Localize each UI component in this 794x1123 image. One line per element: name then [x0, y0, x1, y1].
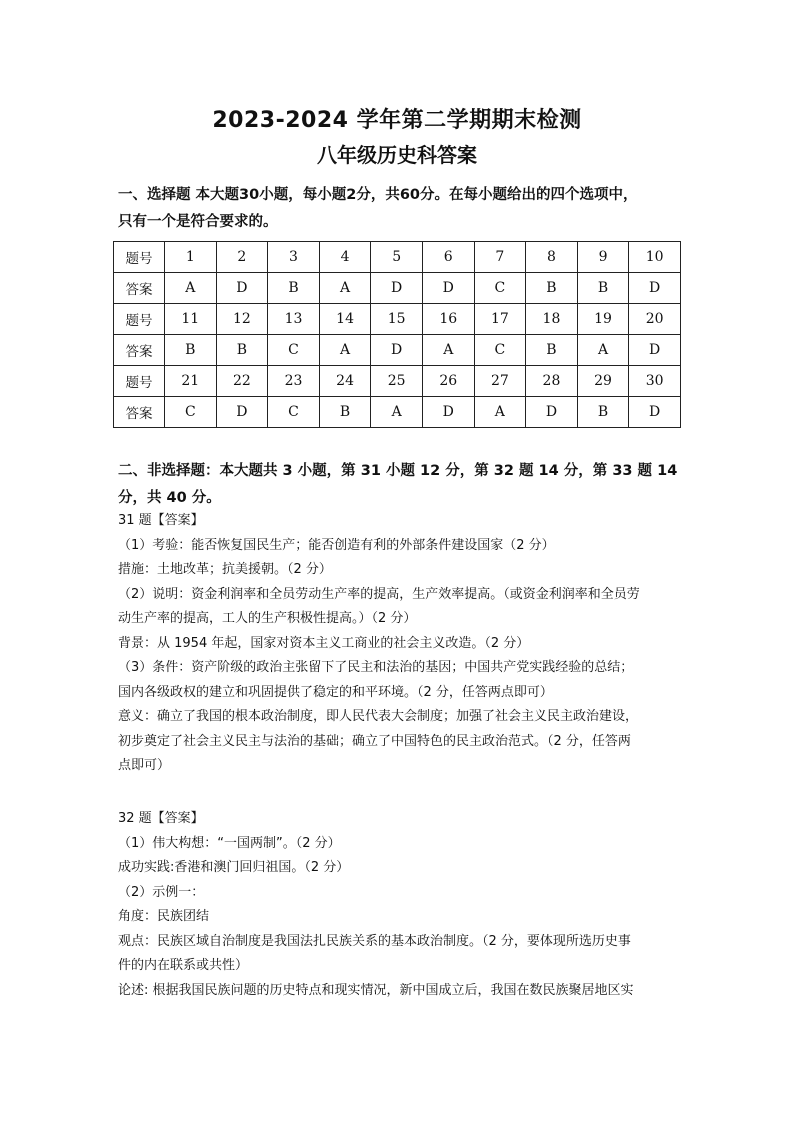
answer-cell: D [371, 273, 423, 304]
number-row [114, 242, 681, 273]
answer-cell: D [422, 397, 474, 428]
answer-cell: B [526, 273, 578, 304]
question-number-cell: 7 [474, 242, 526, 273]
question-number-cell: 2 [216, 242, 268, 273]
answer-text-line: 国内各级政权的建立和巩固提供了稳定的和平环境。（2 分，任答两点即可） [118, 684, 553, 700]
answer-cell: D [629, 335, 681, 366]
answer-cell: D [216, 397, 268, 428]
question-number-cell: 10 [629, 242, 681, 273]
answer-cell: D [629, 397, 681, 428]
answer-cell: B [268, 273, 320, 304]
answer-text-line: 论述: 根据我国民族问题的历史特点和现实情况，新中国成立后，我国在数民族聚居地区实 [118, 982, 634, 998]
question-number-cell: 23 [268, 366, 320, 397]
answer-text-line: （2）说明：资金利润率和全员劳动生产率的提高，生产效率提高。（或资金利润率和全员劳 [118, 586, 640, 602]
page-subtitle: 八年级历史科答案 [317, 143, 477, 167]
section-1-line-1: 一、选择题 本大题30小题，每小题2分，共60分。在每小题给出的四个选项中， [118, 187, 638, 203]
section-2-heading [118, 458, 684, 512]
answer-text-line: （1）考验：能否恢复国民生产；能否创造有利的外部条件建设国家（2 分） [118, 537, 555, 553]
question-number-cell: 5 [371, 242, 423, 273]
question-number-cell: 12 [216, 304, 268, 335]
number-row-label: 题号 [114, 304, 165, 335]
question-number-cell: 16 [422, 304, 474, 335]
answer-cell: D [629, 273, 681, 304]
answer-text-line: 点即可） [118, 758, 171, 773]
answer-text-line: 意义：确立了我国的根本政治制度，即人民代表大会制度；加强了社会主义民主政治建设， [118, 709, 639, 724]
answer-cell: A [319, 335, 371, 366]
answer-cell: A [319, 273, 371, 304]
page-title: 2023-2024 学年第二学期期末检测 [212, 108, 582, 133]
number-row-label: 题号 [114, 242, 165, 273]
answer-cell: D [422, 273, 474, 304]
answer-table [113, 241, 681, 428]
answer-cell: A [371, 397, 423, 428]
answer-text-line: 背景：从 1954 年起，国家对资本主义工商业的社会主义改造。（2 分） [118, 635, 530, 651]
question-number-cell: 15 [371, 304, 423, 335]
answer-row-label: 答案 [114, 273, 165, 304]
question-number-cell: 11 [165, 304, 217, 335]
answer-text-line: 32 题【答案】 [118, 811, 204, 826]
answer-text-line: 措施：土地改革；抗美援朝。（2 分） [118, 562, 332, 577]
answer-row [114, 335, 681, 366]
answer-cell: D [526, 397, 578, 428]
question-number-cell: 26 [422, 366, 474, 397]
section-2-line-2: 分，共 40 分。 [118, 490, 221, 506]
answer-cell: C [474, 273, 526, 304]
answer-cell: C [268, 397, 320, 428]
question-number-cell: 27 [474, 366, 526, 397]
section-1-heading [118, 182, 684, 236]
answer-text-line: （2）示例一： [118, 884, 205, 900]
question-number-cell: 19 [577, 304, 629, 335]
answer-row-label: 答案 [114, 335, 165, 366]
question-number-cell: 3 [268, 242, 320, 273]
number-row-label: 题号 [114, 366, 165, 397]
question-number-cell: 18 [526, 304, 578, 335]
question-number-cell: 21 [165, 366, 217, 397]
answer-cell: C [268, 335, 320, 366]
answer-text-line: 动生产率的提高，工人的生产积极性提高。）（2 分） [118, 611, 417, 626]
question-number-cell: 25 [371, 366, 423, 397]
answer-cell: B [216, 335, 268, 366]
answer-text-line: （3）条件：资产阶级的政治主张留下了民主和法治的基因；中国共产党实践经验的总结； [118, 660, 634, 675]
answer-cell: B [577, 397, 629, 428]
question-number-cell: 14 [319, 304, 371, 335]
question-number-cell: 28 [526, 366, 578, 397]
question-number-cell: 13 [268, 304, 320, 335]
question-number-cell: 9 [577, 242, 629, 273]
answer-cell: A [165, 273, 217, 304]
answer-cell: A [474, 397, 526, 428]
answer-cell: C [474, 335, 526, 366]
answer-cell: B [577, 273, 629, 304]
question-number-cell: 20 [629, 304, 681, 335]
answer-text-line: 件的内在联系或共性） [118, 958, 249, 973]
question-31-answer [118, 509, 688, 779]
question-number-cell: 6 [422, 242, 474, 273]
number-row [114, 366, 681, 397]
answer-cell: B [526, 335, 578, 366]
question-32-answer [118, 807, 688, 1003]
answer-row [114, 273, 681, 304]
answer-cell: A [422, 335, 474, 366]
question-number-cell: 29 [577, 366, 629, 397]
answer-row [114, 397, 681, 428]
question-number-cell: 17 [474, 304, 526, 335]
answer-text-line: 角度：民族团结 [118, 909, 210, 924]
section-2-line-1: 二、非选择题：本大题共 3 小题，第 31 小题 12 分，第 32 题 14 分，第 33 题 14 [118, 463, 678, 479]
question-number-cell: 30 [629, 366, 681, 397]
answer-cell: C [165, 397, 217, 428]
number-row [114, 304, 681, 335]
question-number-cell: 1 [165, 242, 217, 273]
answer-cell: B [165, 335, 217, 366]
section-1-line-2: 只有一个是符合要求的。 [118, 214, 278, 230]
answer-cell: A [577, 335, 629, 366]
answer-row-label: 答案 [114, 397, 165, 428]
answer-cell: D [216, 273, 268, 304]
answer-cell: B [319, 397, 371, 428]
question-number-cell: 22 [216, 366, 268, 397]
question-number-cell: 4 [319, 242, 371, 273]
answer-text-line: 31 题【答案】 [118, 513, 204, 528]
answer-text-line: 初步奠定了社会主义民主与法治的基础；确立了中国特色的民主政治范式。（2 分，任答两 [118, 733, 631, 749]
answer-text-line: 成功实践:香港和澳门回归祖国。（2 分） [118, 860, 350, 875]
answer-cell: D [371, 335, 423, 366]
answer-text-line: 观点：民族区域自治制度是我国法扎民族关系的基本政治制度。（2 分，要体现所选历史事 [118, 933, 631, 949]
question-number-cell: 8 [526, 242, 578, 273]
answer-text-line: （1）伟大构想：“一国两制”。（2 分） [118, 835, 341, 851]
question-number-cell: 24 [319, 366, 371, 397]
